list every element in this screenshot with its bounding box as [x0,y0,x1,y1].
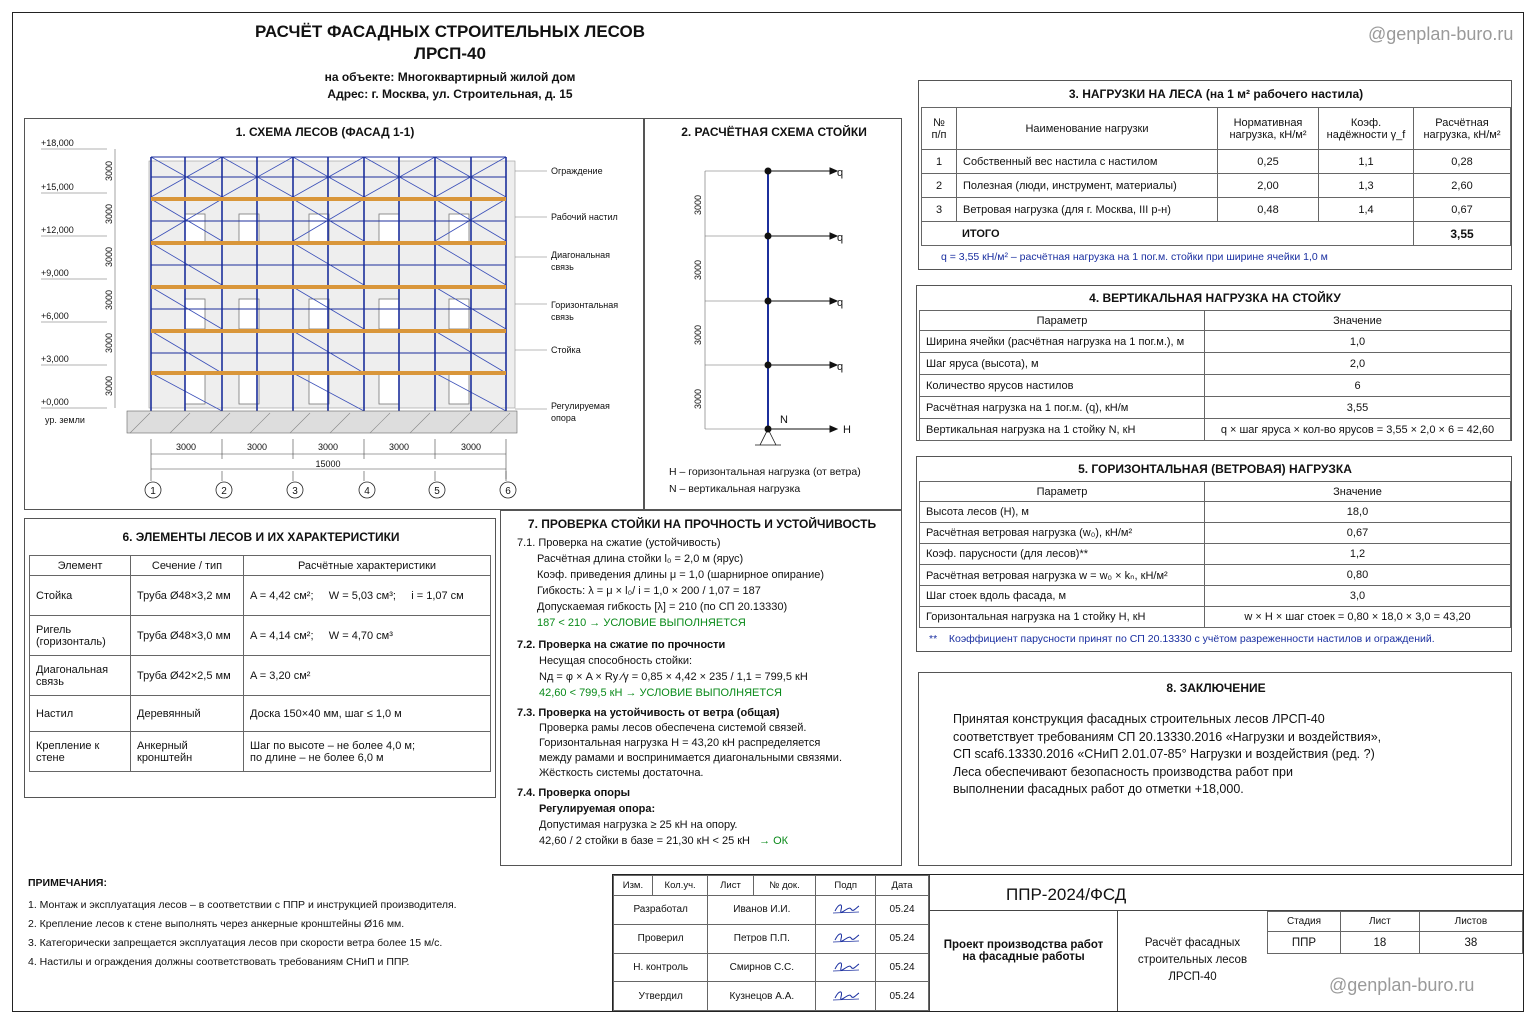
notes-title: ПРИМЕЧАНИЯ: [28,877,107,889]
object-name: на объекте: Многоквартирный жилой дом [324,70,576,84]
cell: A = 4,14 см²; W = 4,70 см³ [244,616,491,656]
doc-code: ППР-2024/ФСД [1006,885,1127,904]
col-doc: № док. [753,876,816,896]
table-row [920,586,1511,607]
stage-value: ППР [1268,932,1341,954]
dim-5: 3000 [104,332,114,353]
section-scaffold-scheme [24,118,644,510]
signature-row [614,982,929,1011]
cell: 1 [922,150,957,174]
check-2-result: 42,60 < 799,5 кН → УСЛОВИЕ ВЫПОЛНЯЕТСЯ [539,687,782,699]
check-1-line: Гибкость: λ = μ × l₀/ i = 1,0 × 200 / 1,07 = 187 [537,585,761,597]
person: Иванов И.И. [708,896,816,925]
cell: 0,28 [1414,150,1511,174]
cell: 1,0 [1205,331,1511,353]
check-4-title: 7.4. Проверка опоры [517,787,631,799]
signature-scribble-icon [831,959,861,973]
cell: w × H × шаг стоек = 0,80 × 18,0 × 3,0 = 43,20 [1205,607,1511,628]
cell: A = 3,20 см² [244,656,491,696]
section-elements [24,518,496,798]
sheets-value: 38 [1419,932,1522,954]
section-7-title: 7. ПРОВЕРКА СТОЙКИ НА ПРОЧНОСТЬ И УСТОЙЧИВОСТЬ [527,517,877,531]
cell: Крепление к стене [30,732,131,772]
table-row [30,656,491,696]
post-dim-4: 3000 [693,388,703,409]
check-3-line: Горизонтальная нагрузка H = 43,20 кН распределяется [539,737,821,749]
loads-note: q = 3,55 кН/м² – расчётная нагрузка на 1 пог.м. стойки при ширине ячейки 1,0 м [941,251,1328,263]
conclusion-line: Принятая конструкция фасадных строительных лесов ЛРСП-40 [953,712,1325,726]
role: Разработал [614,896,708,925]
date: 05.24 [876,924,929,953]
note-mark: ** [929,633,938,645]
conclusion-line: Леса обеспечивают безопасность производства работ при [953,764,1293,779]
check-3-title: 7.3. Проверка на устойчивость от ветра (общая) [517,707,780,719]
col-section: Сечение / тип [131,556,244,576]
col-element: Элемент [30,556,131,576]
table-row [920,419,1511,441]
total-value: 3,55 [1414,222,1511,246]
signature [816,982,876,1011]
table-row [30,616,491,656]
section-wind-load [916,456,1512,652]
callout-diagonal-2: связь [551,262,574,272]
callout-base-2: опора [551,413,576,423]
cell: 1,3 [1319,174,1414,198]
cell: Ветровая нагрузка (для г. Москва, III р-н) [957,198,1218,222]
doc-title: РАСЧЁТ ФАСАДНЫХ СТРОИТЕЛЬНЫХ ЛЕСОВ [254,22,646,41]
date: 05.24 [876,896,929,925]
conclusion-line: СП scaf6.13330.2016 «СНиП 2.01.07-85° Нагрузки и воздействия (ред. ?) [953,747,1375,761]
wind-load-table [919,481,1511,628]
cell: Деревянный [131,696,244,732]
cell: 1,4 [1319,198,1414,222]
check-1-line: Расчётная длина стойки l₀ = 2,0 м (ярус) [537,553,744,565]
table-row [920,565,1511,586]
q-label-4: q [837,361,844,373]
axis-6: 6 [505,486,511,497]
conclusion-text [953,711,1381,799]
check-2-line: Nд = φ × A × Ry ⁄γ = 0,85 × 4,42 × 235 / 1,1 = 799,5 кН [539,671,808,683]
cell: Ригель (горизонталь) [30,616,131,656]
dim-6: 3000 [104,375,114,396]
callout-guardrail: Ограждение [551,166,603,176]
sheet-label: Лист [1341,912,1420,932]
section-1-title: 1. СХЕМА ЛЕСОВ (ФАСАД 1-1) [235,125,415,139]
cell: 1,2 [1205,544,1511,565]
col-norm: Нормативная нагрузка, кН/м² [1218,108,1319,150]
dim-3: 3000 [104,246,114,267]
table-row-total [922,222,1511,246]
role: Проверил [614,924,708,953]
callout-horizontal-2: связь [551,312,574,322]
cell: 2,60 [1414,174,1511,198]
bay-dim-4: 3000 [388,442,410,452]
role: Н. контроль [614,953,708,982]
table-row [920,523,1511,544]
checks-body [517,535,901,849]
cell: 0,80 [1205,565,1511,586]
cell: Коэф. парусности (для лесов)** [920,544,1205,565]
note-text: Коэффициент парусности принят по СП 20.13330 с учётом разреженности настилов и ограждений. [948,633,1435,645]
person: Петров П.П. [708,924,816,953]
signature-scribble-icon [831,901,861,915]
person: Кузнецов А.А. [708,982,816,1011]
signature-scribble-icon [831,988,861,1002]
cell: Шаг яруса (высота), м [920,353,1205,375]
col-param: Параметр [920,482,1205,502]
cell: Стойка [30,576,131,616]
cell: 0,67 [1205,523,1511,544]
check-1-result: 187 < 210 → УСЛОВИЕ ВЫПОЛНЯЕТСЯ [537,617,746,629]
vertical-load-table [919,310,1511,441]
sheets-label: Листов [1419,912,1522,932]
check-1-line: Допускаемая гибкость [λ] = 210 (по СП 20.13330) [537,601,788,613]
callout-deck: Рабочий настил [551,212,618,222]
cell: Расчётная нагрузка на 1 пог.м. (q), кН/м [920,397,1205,419]
role: Утвердил [614,982,708,1011]
q-label-3: q [837,297,844,309]
cell: q × шаг яруса × кол-во ярусов = 3,55 × 2,0 × 6 = 42,60 [1205,419,1511,441]
stage-table [1267,911,1523,954]
col-calc: Расчётная нагрузка, кН/м² [1414,108,1511,150]
cell: 3 [922,198,957,222]
scaffold-elevation-drawing [25,119,643,509]
table-row [920,607,1511,628]
col-name: Наименование нагрузки [957,108,1218,150]
cell: 0,25 [1218,150,1319,174]
cell: Шаг по высоте – не более 4,0 м; по длине – не более 6,0 м [244,732,491,772]
level-15: +15,000 [41,182,74,192]
cell: Высота лесов (H), м [920,502,1205,523]
check-1-title: 7.1. Проверка на сжатие (устойчивость) [517,537,721,549]
n-label: N [780,414,788,426]
col-param: Параметр [920,311,1205,331]
cell: Количество ярусов настилов [920,375,1205,397]
cell: Труба Ø48×3,0 мм [131,616,244,656]
cell: Настил [30,696,131,732]
cell: Доска 150×40 мм, шаг ≤ 1,0 м [244,696,491,732]
bay-dim-1: 3000 [175,442,197,452]
col-value: Значение [1205,482,1511,502]
cell: 3,55 [1205,397,1511,419]
level-0: +0,000 [41,397,69,407]
table-row [922,198,1511,222]
table-row [920,502,1511,523]
section-8-title: 8. ЗАКЛЮЧЕНИЕ [1166,681,1266,695]
section-3-title: 3. НАГРУЗКИ НА ЛЕСА (на 1 м² рабочего настила) [1068,87,1364,101]
cell: 1,1 [1319,150,1414,174]
check-3-line: между рамами и воспринимается диагональными связями. [539,752,842,764]
post-scheme-drawing [645,119,901,509]
check-4-subtitle: Регулируемая опора: [539,803,656,815]
stamp-code-cell [929,875,1523,911]
check-4-result-line [517,833,901,849]
col-list: Лист [708,876,753,896]
bay-dim-3: 3000 [317,442,339,452]
section-5-title: 5. ГОРИЗОНТАЛЬНАЯ (ВЕТРОВАЯ) НАГРУЗКА [1078,462,1352,476]
axis-3: 3 [292,486,298,497]
level-6: +6,000 [41,311,69,321]
cell: Расчётная ветровая нагрузка (w₀), кН/м² [920,523,1205,544]
signature [816,896,876,925]
date: 05.24 [876,953,929,982]
table-row [922,150,1511,174]
doc-title-model: ЛРСП-40 [414,44,486,63]
callout-horizontal: Горизонтальная [551,300,619,310]
col-kol: Кол.уч. [652,876,707,896]
sheet-value: 18 [1341,932,1420,954]
section-6-title: 6. ЭЛЕМЕНТЫ ЛЕСОВ И ИХ ХАРАКТЕРИСТИКИ [122,530,400,544]
project-name: Проект производства работ на фасадные работы [929,911,1117,1011]
notes [28,877,457,968]
col-date: Дата [876,876,929,896]
col-sign: Подп [816,876,876,896]
level-3: +3,000 [41,354,69,364]
signature-scribble-icon [831,930,861,944]
legend-n: N – вертикальная нагрузка [669,483,801,495]
elements-table [29,555,491,772]
cell: 3,0 [1205,586,1511,607]
note-item: 3. Категорически запрещается эксплуатация лесов при скорости ветра более 15 м/с. [28,937,443,949]
cell: A = 4,42 см²; W = 5,03 см³; i = 1,07 см [244,576,491,616]
total-label: ИТОГО [922,222,1414,246]
post-legend [669,464,861,498]
cell: 18,0 [1205,502,1511,523]
signature-row [614,896,929,925]
h-label: H [843,424,851,436]
cell: 2,00 [1218,174,1319,198]
table-row [920,375,1511,397]
q-label-2: q [837,232,844,244]
cell: Полезная (люди, инструмент, материалы) [957,174,1218,198]
cell: Труба Ø42×2,5 мм [131,656,244,696]
callout-base: Регулируемая [551,401,610,411]
bay-dim-2: 3000 [246,442,268,452]
col-value: Значение [1205,311,1511,331]
conclusion-line: выполнении фасадных работ до отметки +18,000. [953,782,1244,796]
level-12: +12,000 [41,225,74,235]
section-conclusion [918,672,1512,866]
cell: 2,0 [1205,353,1511,375]
cell: Ширина ячейки (расчётная нагрузка на 1 пог.м.), м [920,331,1205,353]
axis-5: 5 [434,486,440,497]
table-row [30,576,491,616]
signature [816,953,876,982]
conclusion-line: соответствует требованиям СП 20.13330.2016 «Нагрузки и воздействия», [953,729,1382,744]
bay-dim-5: 3000 [460,442,482,452]
cell: Горизонтальная нагрузка на 1 стойку H, кН [920,607,1205,628]
cell: Диагональная связь [30,656,131,696]
cell: 0,48 [1218,198,1319,222]
person: Смирнов С.С. [708,953,816,982]
col-props: Расчётные характеристики [244,556,491,576]
table-row [30,696,491,732]
sheet-title: Расчёт фасадных строительных лесов ЛРСП-40 [1117,911,1267,1011]
stage-label: Стадия [1268,912,1341,932]
ground-label: ур. земли [45,415,85,425]
check-1-line: Коэф. приведения длины μ = 1,0 (шарнирное опирание) [537,569,825,581]
post-dim-1: 3000 [693,194,703,215]
signature [816,924,876,953]
post-dim-2: 3000 [693,259,703,280]
cell: Собственный вес настила с настилом [957,150,1218,174]
dim-4: 3000 [104,289,114,310]
cell: Шаг стоек вдоль фасада, м [920,586,1205,607]
table-row [920,397,1511,419]
cell: 0,67 [1414,198,1511,222]
post-dim-3: 3000 [693,324,703,345]
section-4-title: 4. ВЕРТИКАЛЬНАЯ НАГРУЗКА НА СТОЙКУ [1089,291,1341,305]
note-item: 2. Крепление лесов к стене выполнять через анкерные кронштейны Ø16 мм. [28,918,405,930]
ground [127,411,517,433]
loads-table [921,107,1511,246]
level-9: +9,000 [41,268,69,278]
table-row [30,732,491,772]
section-post-scheme [644,118,902,510]
cell: 2 [922,174,957,198]
dim-1: 3000 [104,160,114,181]
col-izm: Изм. [614,876,653,896]
signature-row [614,953,929,982]
watermark-bottom: @genplan-buro.ru [1329,975,1475,995]
note-item: 4. Настилы и ограждения должны соответствовать требованиям СНиП и ППР. [28,956,410,968]
total-dim: 15000 [315,459,341,469]
check-3-line: Проверка рамы лесов обеспечена системой связей. [539,722,807,734]
cell: 6 [1205,375,1511,397]
signature-row [614,924,929,953]
axis-1: 1 [150,486,156,497]
note-item: 1. Монтаж и эксплуатация лесов – в соответствии с ППР и инструкцией производителя. [28,899,457,911]
q-label-1: q [837,167,844,179]
section-2-title: 2. РАСЧЁТНАЯ СХЕМА СТОЙКИ [681,125,867,139]
title-stamp [612,874,1524,1012]
cell: Расчётная ветровая нагрузка w = w₀ × kₙ, кН/м² [920,565,1205,586]
section-loads [918,80,1512,270]
table-row [922,174,1511,198]
callout-diagonal: Диагональная [551,250,610,260]
section-checks [500,510,902,866]
legend-h: H – горизонтальная нагрузка (от ветра) [669,466,861,478]
check-2-title: 7.2. Проверка на сжатие по прочности [517,639,726,651]
date: 05.24 [876,982,929,1011]
signatures-table [613,875,929,1011]
col-coef: Коэф. надёжности γ_f [1319,108,1414,150]
title-block [200,22,700,101]
check-3-line: Жёсткость системы достаточна. [539,767,704,779]
table-row [920,353,1511,375]
check-4-calc: 42,60 / 2 стойки в базе = 21,30 кН < 25 кН [539,835,750,847]
check-2-line: Несущая способность стойки: [539,655,693,667]
check-4-ok: → ОК [759,835,789,847]
dim-2: 3000 [104,203,114,224]
check-4-line: Допустимая нагрузка ≥ 25 кН на опору. [539,819,738,831]
axis-2: 2 [221,486,227,497]
watermark-top: @genplan-buro.ru [1368,24,1514,44]
axis-4: 4 [364,486,370,497]
level-18: +18,000 [41,138,74,148]
callout-leaders [515,171,547,409]
wind-note [929,633,1435,645]
col-num: № п/п [922,108,957,150]
callout-post: Стойка [551,345,581,355]
section-vertical-load [916,285,1512,441]
table-row [920,331,1511,353]
address: Адрес: г. Москва, ул. Строительная, д. 15 [327,87,573,101]
cell: Анкерный кронштейн [131,732,244,772]
cell: Труба Ø48×3,2 мм [131,576,244,616]
cell: Вертикальная нагрузка на 1 стойку N, кН [920,419,1205,441]
table-row [920,544,1511,565]
